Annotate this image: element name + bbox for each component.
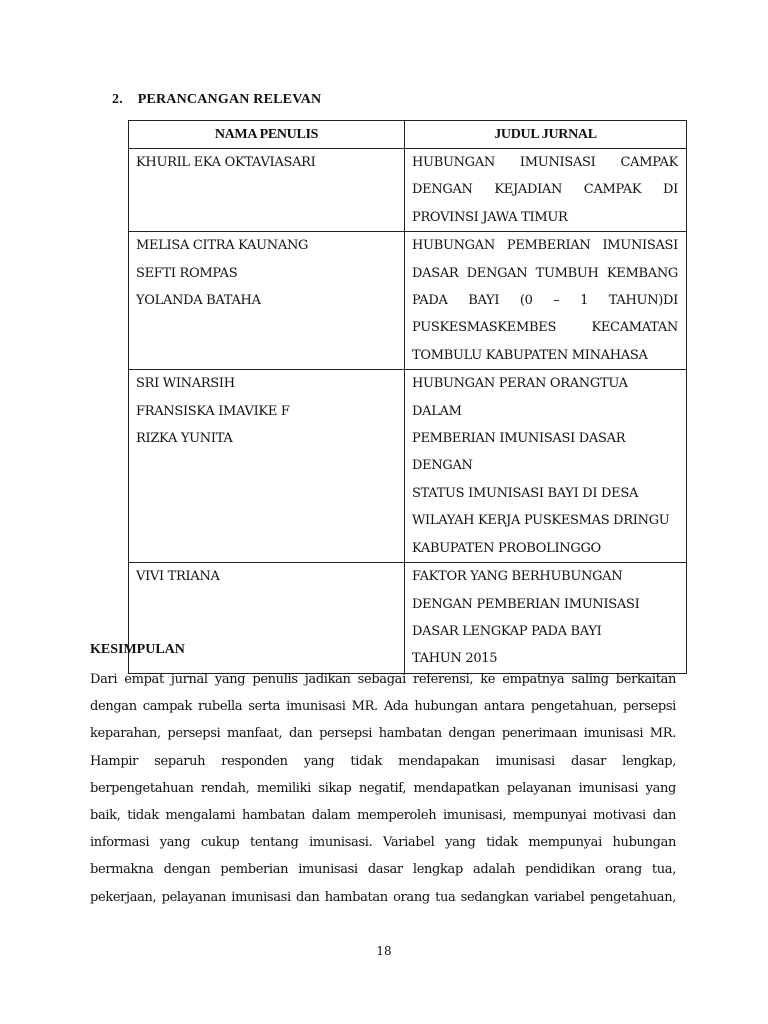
author-name: RIZKA YUNITA <box>136 431 233 447</box>
journal-title-cell <box>405 149 687 232</box>
conclusion-heading: KESIMPULAN <box>90 642 185 657</box>
table-row <box>129 149 687 232</box>
journal-title-line: PADA BAYI (0 – 1 TAHUN)DI <box>412 293 678 309</box>
journal-title-line: DASAR DENGAN TUMBUH KEMBANG <box>412 265 678 281</box>
author-name: YOLANDA BATAHA <box>136 293 261 309</box>
paragraph-line: baik, tidak mengalami hambatan dalam memperoleh imunisasi, mempunyai motivasi dan <box>90 808 676 824</box>
journal-title-line: HUBUNGAN PERAN ORANGTUA DALAM <box>412 376 628 419</box>
journal-title-line: PROVINSI JAWA TIMUR <box>412 209 568 225</box>
journal-title-line: DASAR LENGKAP PADA BAYI <box>412 623 602 639</box>
journal-title-cell <box>405 232 687 370</box>
paragraph-line: bermakna dengan pemberian imunisasi dasar lengkap adalah pendidikan orang tua, <box>90 862 676 878</box>
author-name: VIVI TRIANA <box>136 569 220 585</box>
journal-title-line: FAKTOR YANG BERHUBUNGAN <box>412 569 623 585</box>
paragraph-line: informasi yang cukup tentang imunisasi. Variabel yang tidak mempunyai hubungan <box>90 835 676 851</box>
journal-title-line: KABUPATEN PROBOLINGGO <box>412 540 601 556</box>
author-cell <box>129 232 405 370</box>
table-row <box>129 232 687 370</box>
header-author: NAMA PENULIS <box>129 121 405 149</box>
section-title: PERANCANGAN RELEVAN <box>137 92 322 107</box>
author-cell <box>129 149 405 232</box>
journal-title-cell <box>405 370 687 563</box>
paragraph-line: Hampir separuh responden yang tidak mendapakan imunisasi dasar lengkap, <box>90 753 676 769</box>
header-journal-title: JUDUL JURNAL <box>405 121 687 149</box>
section-heading <box>112 92 321 108</box>
journal-title-line: HUBUNGAN IMUNISASI CAMPAK <box>412 155 678 170</box>
conclusion-paragraph <box>90 666 676 911</box>
journal-title-line: HUBUNGAN PEMBERIAN IMUNISASI <box>412 238 678 254</box>
reference-table <box>128 120 687 674</box>
author-name: SEFTI ROMPAS <box>136 265 238 281</box>
paragraph-line: berpengetahuan rendah, memiliki sikap negatif, mendapatkan pelayanan imunisasi yang <box>90 780 676 796</box>
table-header-row <box>129 121 687 149</box>
table-row <box>129 370 687 563</box>
author-cell <box>129 370 405 563</box>
paragraph-line: dengan campak rubella serta imunisasi MR. Ada hubungan antara pengetahuan, persepsi <box>90 699 676 715</box>
author-name: MELISA CITRA KAUNANG <box>136 238 309 254</box>
paragraph-line: Dari empat jurnal yang penulis jadikan sebagai referensi, ke empatnya saling berkaitan <box>90 672 676 687</box>
journal-title-line: WILAYAH KERJA PUSKESMAS DRINGU <box>412 513 670 529</box>
journal-title-line: PEMBERIAN IMUNISASI DASAR DENGAN <box>412 431 626 474</box>
journal-title-line: PUSKESMASKEMBES KECAMATAN <box>412 320 678 336</box>
section-number: 2. <box>112 92 123 107</box>
paragraph-line: pekerjaan, pelayanan imunisasi dan hambatan orang tua sedangkan variabel pengetahuan, <box>90 889 676 905</box>
table-row <box>129 563 687 674</box>
author-name: SRI WINARSIH <box>136 376 235 392</box>
paragraph-line: keparahan, persepsi manfaat, dan persepsi hambatan dengan penerimaan imunisasi MR. <box>90 726 676 742</box>
journal-title-line: STATUS IMUNISASI BAYI DI DESA <box>412 485 639 501</box>
journal-title-cell <box>405 563 687 674</box>
author-name: FRANSISKA IMAVIKE F <box>136 403 290 419</box>
journal-title-line: TAHUN 2015 <box>412 651 498 667</box>
page-number: 18 <box>376 944 392 958</box>
journal-title-line: TOMBULU KABUPATEN MINAHASA <box>412 347 648 363</box>
journal-title-line: DENGAN PEMBERIAN IMUNISASI <box>412 596 640 612</box>
journal-title-line: DENGAN KEJADIAN CAMPAK DI <box>412 182 678 198</box>
author-name: KHURIL EKA OKTAVIASARI <box>136 155 316 170</box>
